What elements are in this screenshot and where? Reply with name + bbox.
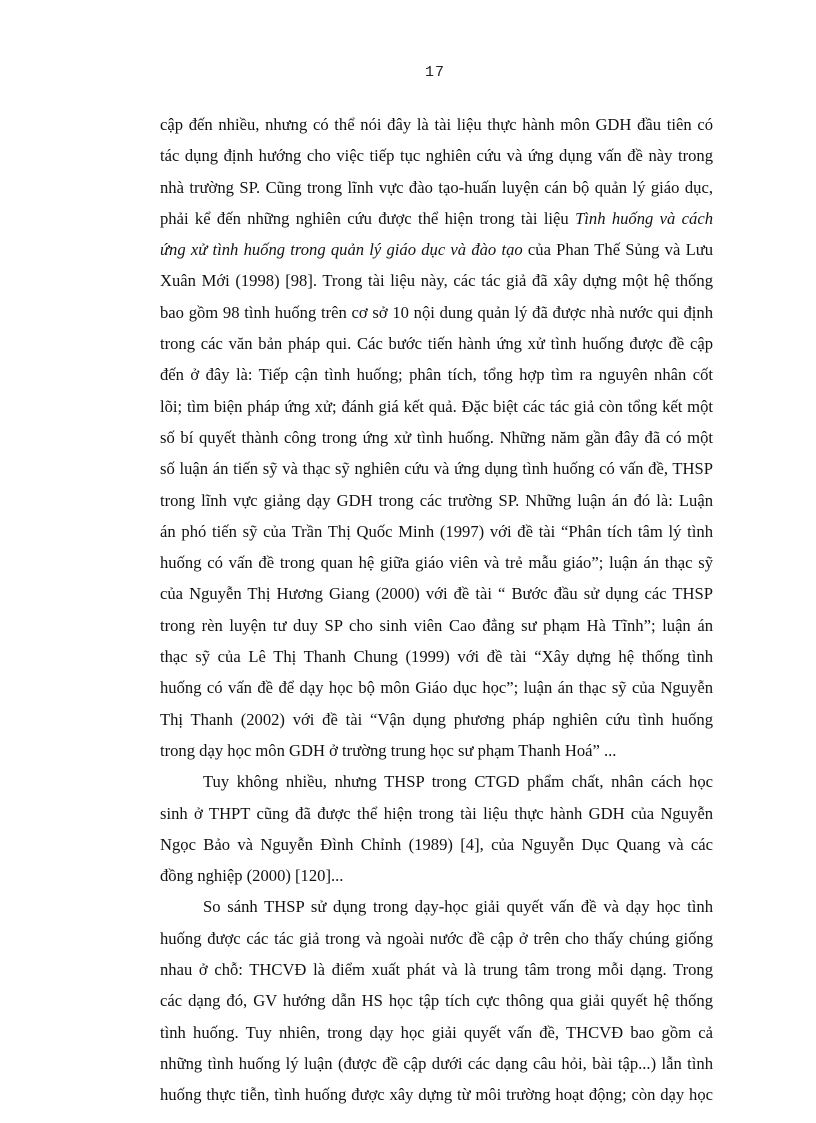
text-run: thạc sỹ của Lê Thị Thanh Chung (1999) với đề tài “Xây dựng hệ thống tình [160, 647, 713, 667]
text-line [160, 766, 713, 797]
text-line [160, 109, 713, 140]
text-run: phải kể đến những nghiên cứu được thể hiện trong tài liệu [160, 208, 576, 228]
text-run: tình huống. Tuy nhiên, trong dạy học giải quyết vấn đề, THCVĐ bao gồm cả [160, 1022, 713, 1042]
text-run: huống được các tác giả trong và ngoài nước đề cập ở trên cho thấy chúng giống [160, 928, 713, 948]
body-text [160, 109, 713, 1111]
text-run: Thị Thanh (2002) với đề tài “Vận dụng phương pháp nghiên cứu tình huống [160, 709, 713, 729]
text-run: sinh ở THPT cũng đã được thể hiện trong tài liệu thực hành GDH của Nguyễn [160, 803, 713, 823]
text-run: lõi; tìm biện pháp ứng xử; đánh giá kết quả. Đặc biệt các tác giả còn tổng kết một [160, 396, 713, 416]
paragraph [160, 766, 713, 891]
text-run: tác dụng định hướng cho việc tiếp tục nghiên cứu và ứng dụng vấn đề này trong [160, 146, 713, 166]
text-run: của Phan Thế Sủng và Lưu [522, 240, 714, 260]
text-line [160, 547, 713, 578]
text-run: án phó tiến sỹ của Trần Thị Quốc Minh (1997) với đề tài “Phân tích tâm lý tình [160, 521, 713, 541]
text-run: trong dạy học môn GDH ở trường trung học sư phạm Thanh Hoá” ... [160, 740, 617, 760]
text-run: Tuy không nhiều, nhưng THSP trong CTGD phẩm chất, nhân cách học [203, 772, 713, 792]
text-run: những tình huống lý luận (được đề cập dưới các dạng câu hỏi, bài tập...) lẫn tình [160, 1053, 713, 1073]
text-line [160, 516, 713, 547]
text-run: Ngọc Bảo và Nguyễn Đình Chỉnh (1989) [4], của Nguyễn Dục Quang và các [160, 834, 713, 854]
text-line [160, 297, 713, 328]
text-line [160, 265, 713, 296]
text-run: huống có vấn đề trong quan hệ giữa giáo viên và trẻ mẫu giáo”; luận án thạc sỹ [160, 553, 713, 573]
text-line [160, 985, 713, 1016]
italic-title: Tình huống và cách [575, 208, 713, 228]
text-line [160, 954, 713, 985]
text-run: đến ở đây là: Tiếp cận tình huống; phân tích, tổng hợp tìm ra nguyên nhân cốt [160, 365, 713, 385]
text-line [160, 422, 713, 453]
text-run: số luận án tiến sỹ và thạc sỹ nghiên cứu và ứng dụng tình huống có vấn đề, THSP [160, 459, 713, 479]
italic-title: ứng xử tình huống trong quản lý giáo dục và đào tạo [160, 240, 523, 260]
text-line [160, 1048, 713, 1079]
text-run: bao gồm 98 tình huống trên cơ sở 10 nội dung quản lý đã được nhà nước qui định [160, 302, 713, 322]
text-line [160, 672, 713, 703]
text-line [160, 891, 713, 922]
text-run: trong các văn bản pháp qui. Các bước tiến hành ứng xử tình huống được đề cập [160, 334, 713, 354]
text-run: cập đến nhiều, nhưng có thể nói đây là tài liệu thực hành môn GDH đầu tiên có [160, 115, 713, 134]
text-line [160, 359, 713, 390]
text-line [160, 391, 713, 422]
text-line [160, 172, 713, 203]
text-run: trong lĩnh vực giảng dạy GDH trong các trường SP. Những luận án đó là: Luận [160, 490, 713, 510]
text-line [160, 798, 713, 829]
text-run: nhà trường SP. Cũng trong lĩnh vực đào tạo-huấn luyện cán bộ quản lý giáo dục, [160, 177, 713, 197]
text-line [160, 641, 713, 672]
paragraph [160, 891, 713, 1110]
text-run: nhau ở chỗ: THCVĐ là điểm xuất phát và là trung tâm trong mỗi dạng. Trong [160, 960, 713, 980]
text-line [160, 704, 713, 735]
text-line [160, 328, 713, 359]
text-line [160, 1079, 713, 1110]
page-number: 17 [424, 64, 445, 81]
text-run: số bí quyết thành công trong ứng xử tình huống. Những năm gần đây đã có một [160, 427, 713, 447]
text-line [160, 485, 713, 516]
text-line [160, 860, 713, 891]
text-line [160, 140, 713, 171]
text-run: của Nguyễn Thị Hương Giang (2000) với đề tài “ Bước đầu sử dụng các THSP [160, 584, 713, 604]
text-line [160, 203, 713, 234]
text-run: huống có vấn đề để dạy học bộ môn Giáo dục học”; luận án thạc sỹ của Nguyễn [160, 678, 713, 698]
text-run: huống thực tiễn, tình huống được xây dựng từ môi trường hoạt động; còn dạy học [160, 1085, 713, 1105]
paragraph [160, 109, 713, 766]
text-line [160, 578, 713, 609]
text-run: các dạng đó, GV hướng dẫn HS học tập tích cực thông qua giải quyết hệ thống [160, 991, 713, 1011]
text-line [160, 610, 713, 641]
text-line [160, 453, 713, 484]
text-run: đồng nghiệp (2000) [120]... [160, 866, 344, 886]
text-line [160, 735, 713, 766]
text-line [160, 1017, 713, 1048]
text-line [160, 923, 713, 954]
text-line [160, 829, 713, 860]
text-line [160, 234, 713, 265]
text-run: So sánh THSP sử dụng trong dạy-học giải quyết vấn đề và dạy học tình [203, 897, 713, 917]
text-run: Xuân Mới (1998) [98]. Trong tài liệu này, các tác giả đã xây dựng một hệ thống [160, 271, 713, 291]
text-run: trong rèn luyện tư duy SP cho sinh viên Cao đẳng sư phạm Hà Tĩnh”; luận án [160, 615, 713, 635]
